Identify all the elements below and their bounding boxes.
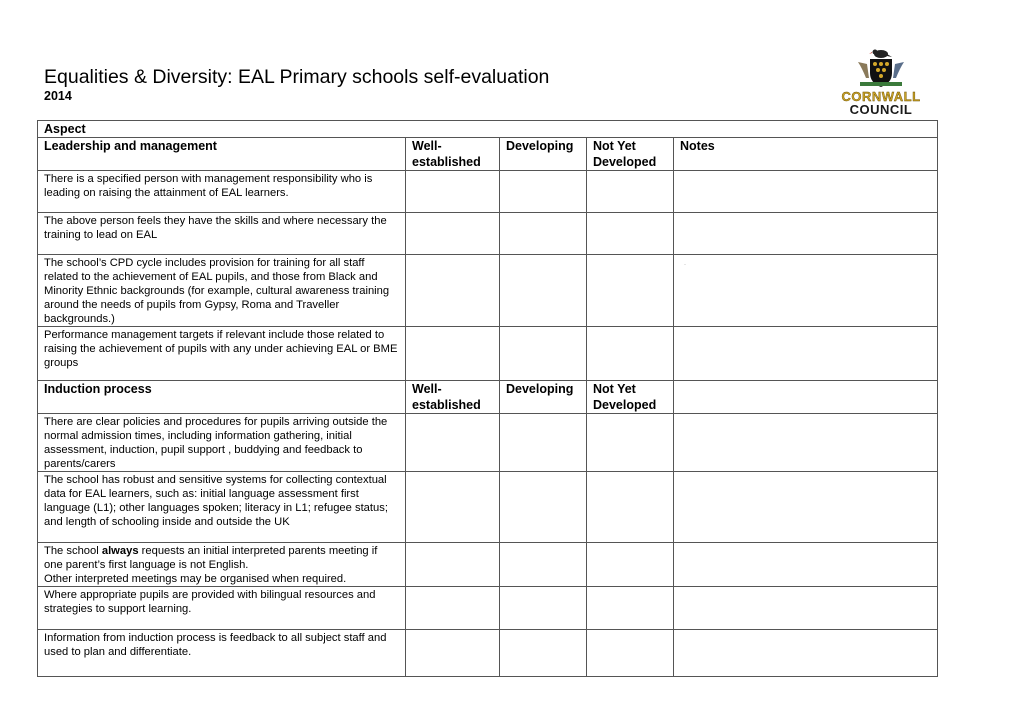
col-not-yet-developed: Not Yet Developed [587, 138, 674, 171]
page-year: 2014 [44, 89, 72, 103]
cell-developing[interactable] [500, 255, 587, 327]
cell-not-yet[interactable] [587, 630, 674, 677]
aspect-text: Information from induction process is feedback to all subject staff and used to plan and differentiate. [38, 630, 406, 677]
logo-text-cornwall: CORNWALL [841, 89, 921, 104]
aspect-text-emphasis: always [101, 545, 139, 557]
cell-developing[interactable] [500, 327, 587, 381]
aspect-text: The above person feels they have the skills and where necessary the training to lead on EAL [38, 213, 406, 255]
cell-well[interactable] [406, 327, 500, 381]
cell-notes[interactable] [674, 213, 938, 255]
cell-notes[interactable] [674, 587, 938, 630]
aspect-text: Where appropriate pupils are provided with bilingual resources and strategies to support learning. [38, 587, 406, 630]
cell-well[interactable] [406, 171, 500, 213]
aspect-text: There are clear policies and procedures for pupils arriving outside the normal admission times, including information gathering, initial assessment, induction, pupil support , buddying and feedback to parents/carers [38, 414, 406, 472]
cell-developing[interactable] [500, 171, 587, 213]
page-title: Equalities & Diversity: EAL Primary schools self-evaluation [44, 66, 550, 88]
col-developing: Developing [500, 138, 587, 171]
cell-developing[interactable] [500, 213, 587, 255]
col-well-established: Well-established [406, 138, 500, 171]
cell-notes[interactable] [674, 543, 938, 587]
table-row [38, 587, 938, 630]
aspect-text: The school’s CPD cycle includes provision for training for all staff related to the achievement of EAL pupils, and those from Black and Minority Ethnic backgrounds (for example, cultural awareness training around the needs of pupils from Gypsy, Roma and Traveller backgrounds.) [38, 255, 406, 327]
col-not-yet-developed: Not Yet Developed [587, 381, 674, 414]
cell-not-yet[interactable] [587, 327, 674, 381]
cell-developing[interactable] [500, 587, 587, 630]
col-developing: Developing [500, 381, 587, 414]
cell-not-yet[interactable] [587, 587, 674, 630]
aspect-text: There is a specified person with management responsibility who is leading on raising the attainment of EAL learners. [38, 171, 406, 213]
section-heading-leadership: Leadership and management [38, 138, 406, 171]
stray-mark: · [684, 262, 686, 268]
section-header-row [38, 138, 938, 171]
aspect-text: Performance management targets if relevant include those related to raising the achievement of pupils with any under achieving EAL or BME groups [38, 327, 406, 381]
table-row [38, 255, 938, 327]
cell-notes[interactable] [674, 327, 938, 381]
cell-well[interactable] [406, 414, 500, 472]
cell-developing[interactable] [500, 630, 587, 677]
col-well-established: Well-established [406, 381, 500, 414]
aspect-label: Aspect [38, 121, 938, 138]
cell-not-yet[interactable] [587, 171, 674, 213]
cell-not-yet[interactable] [587, 543, 674, 587]
table-row [38, 630, 938, 677]
cell-not-yet[interactable] [587, 255, 674, 327]
table-row [38, 472, 938, 543]
section-header-row [38, 381, 938, 414]
cell-well[interactable] [406, 472, 500, 543]
cell-notes[interactable] [674, 255, 938, 327]
aspect-text-part: requests an initial interpreted parents meeting if one parent’s first language is not English. [44, 545, 378, 571]
col-notes: Notes [674, 138, 938, 171]
cell-well[interactable] [406, 213, 500, 255]
cell-well[interactable] [406, 543, 500, 587]
cell-not-yet[interactable] [587, 414, 674, 472]
table-row [38, 213, 938, 255]
table-row [38, 327, 938, 381]
aspect-text-part: Other interpreted meetings may be organised when required. [44, 573, 347, 585]
aspect-text: The school has robust and sensitive systems for collecting contextual data for EAL learners, such as: initial language assessment first language (L1); other languages spoken; literacy in L1; refugee status; and length of schooling inside and outside the UK [38, 472, 406, 543]
cell-developing[interactable] [500, 414, 587, 472]
logo-text-council: COUNCIL [849, 102, 913, 117]
table-row [38, 171, 938, 213]
cornwall-council-logo [832, 46, 930, 118]
cell-not-yet[interactable] [587, 472, 674, 543]
crest-icon [832, 46, 930, 90]
cell-notes[interactable] [674, 472, 938, 543]
cell-notes[interactable] [674, 381, 938, 414]
table-row [38, 414, 938, 472]
cell-developing[interactable] [500, 543, 587, 587]
cell-notes[interactable] [674, 414, 938, 472]
aspect-text-part: The school [44, 545, 102, 557]
cell-well[interactable] [406, 587, 500, 630]
self-evaluation-table [37, 120, 938, 677]
cell-notes[interactable] [674, 171, 938, 213]
aspect-text [38, 543, 406, 587]
cell-well[interactable] [406, 630, 500, 677]
table-row [38, 543, 938, 587]
cell-well[interactable] [406, 255, 500, 327]
cell-notes[interactable] [674, 630, 938, 677]
cell-not-yet[interactable] [587, 213, 674, 255]
cell-developing[interactable] [500, 472, 587, 543]
aspect-row [38, 121, 938, 138]
section-heading-induction: Induction process [38, 381, 406, 414]
